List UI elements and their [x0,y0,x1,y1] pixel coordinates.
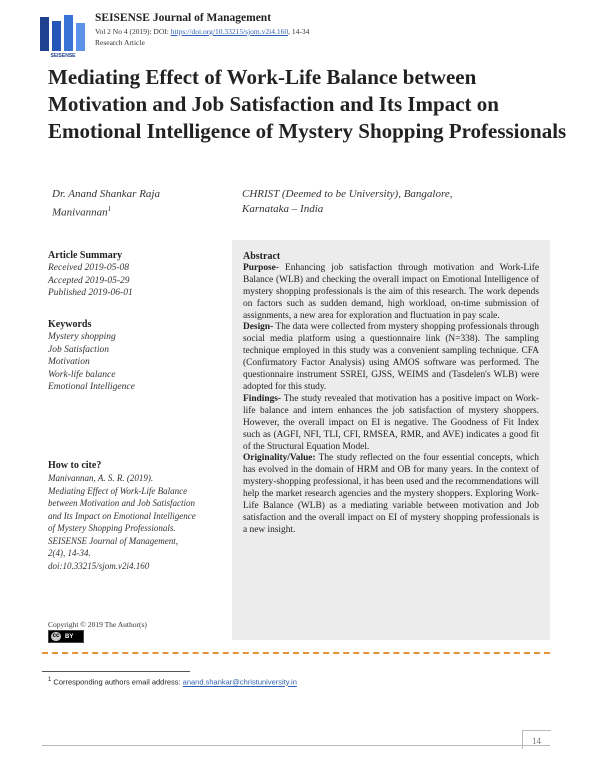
abstract-originality [243,453,539,536]
citation-line: Manivannan, A. S. R. (2019). [48,473,154,483]
citation-line: SEISENSE Journal of Management, [48,535,178,546]
volume-line [95,27,309,36]
accepted-date: Accepted 2019-05-29 [48,275,130,286]
author-name-line-2 [52,202,222,221]
logo-bar-1 [40,17,49,51]
article-summary [48,250,223,300]
findings-text: The study revealed that motivation has a positive impact on Work-life balance and intern enhances the job satisfaction of mystery shoppers. However, the overall impact on EI is negative. The Goodness of Fit Index such as (AGFI, NFI, TLI, CFI, RMSEA, RMR, and AVE) indicates a good fit of the Structural Equation Model. [243,393,539,452]
abstract-design [243,322,539,393]
page-number: 14 [532,736,541,746]
purpose-text: Enhancing job satisfaction through motivation and Work-Life Balance (WLB) and checking the overall impact on Emotional Intelligence of mystery shopping professionals is the aim of this research. The work depends on factors such as sudden demand, high workload, on-time submission of assignments, a new area for exploration and fluctuation in pay scale. [243,262,539,321]
journal-title: SEISENSE Journal of Management [95,12,272,24]
abstract-text [243,251,539,537]
keywords-section [48,319,223,394]
design-label: Design- [243,322,274,333]
originality-label: Originality/Value: [243,453,316,464]
keyword-item: Emotional Intelligence [48,382,135,392]
footnote [48,677,297,687]
abstract-findings [243,394,539,454]
keyword-item: Work-life balance [48,369,116,380]
keyword-item: Job Satisfaction [48,344,109,355]
citation-line: between Motivation and Job Satisfaction [48,498,195,508]
affiliation-line-2: Karnataka – India [242,203,324,215]
keyword-item: Mystery shopping [48,332,116,342]
citation-line: 2(4), 14-34. [48,548,91,558]
copyright-notice: Copyright © 2019 The Author(s) [48,620,147,629]
cc-icon: cc [52,633,60,639]
originality-text: The study reflected on the four essential concepts, which has evolved in the domain of HRM and OB for many years. In the context of mystery-shopping professional, it has been used and the recommendations will help the market research agencies and the mystery shoppers. Exploring Work-Life Balance (WLB) as a mediating variable between motivation and Job satisfaction and the overall impact on EI of mystery shopping professionals is a new insight. [243,453,539,535]
abstract-purpose [243,263,539,323]
article-type: Research Article [95,38,145,47]
volume-info: Vol 2 No 4 (2019): DOI: [95,27,171,36]
logo-bar-4 [76,23,85,51]
by-label: BY [65,633,74,640]
citation-line: Mediating Effect of Work-Life Balance [48,485,188,496]
author-email-link[interactable]: anand.shankar@christuniversity.in [182,677,297,687]
keywords-heading: Keywords [48,319,92,330]
affiliation-block [242,187,542,217]
citation-line: of Mystery Shopping Professionals. [48,523,176,533]
journal-logo [37,13,89,59]
page-footer-rule [42,745,550,746]
author-footnote-mark: 1 [107,205,112,213]
article-summary-heading: Article Summary [48,250,123,261]
author-surname: Manivannan [52,206,108,219]
logo-bar-3 [64,15,73,51]
doi-link[interactable]: https://doi.org/10.33215/sjom.v2i4.160 [170,27,289,36]
findings-label: Findings- [243,393,282,404]
design-text: The data were collected from mystery shopping professionals through social media platform using a questionnaire link (N=338). The sampling technique employed in this study was a convenient sampling technique. CFA (Confirmatory Factor Analysis) using AMOS software was performed. The questionnaire instrument SSREI, GJSS, WEIMS and (Tasdelen's WLB) were adopted for this study. [243,322,539,392]
citation-line: and Its Impact on Emotional Intelligence [48,510,196,521]
author-name-line-1: Dr. Anand Shankar Raja [52,188,160,200]
logo-bar-2 [52,21,61,51]
purpose-label: Purpose- [243,262,279,273]
how-to-cite-heading: How to cite? [48,460,102,471]
citation-line: doi:10.33215/sjom.v2i4.160 [48,560,150,571]
affiliation-line-1: CHRIST (Deemed to be University), Bangalore, [242,188,453,200]
page-range: , 14-34 [288,27,310,36]
how-to-cite-section [48,460,223,572]
footnote-divider [42,671,190,672]
published-date: Published 2019-06-01 [48,288,133,298]
author-block [52,187,222,221]
abstract-heading: Abstract [243,251,281,262]
logo-text: SEISENSE [50,53,76,59]
article-title: Mediating Effect of Work-Life Balance between Motivation and Job Satisfaction and Its Impact on Emotional Intelligence of Mystery Shopping Professionals [48,65,567,143]
section-divider [42,652,550,654]
keyword-item: Motivation [48,357,90,367]
cc-by-license-icon[interactable] [48,630,84,643]
footnote-mark: 1 [48,677,52,683]
footnote-text: Corresponding authors email address: [51,677,183,687]
received-date: Received 2019-05-08 [48,263,129,273]
